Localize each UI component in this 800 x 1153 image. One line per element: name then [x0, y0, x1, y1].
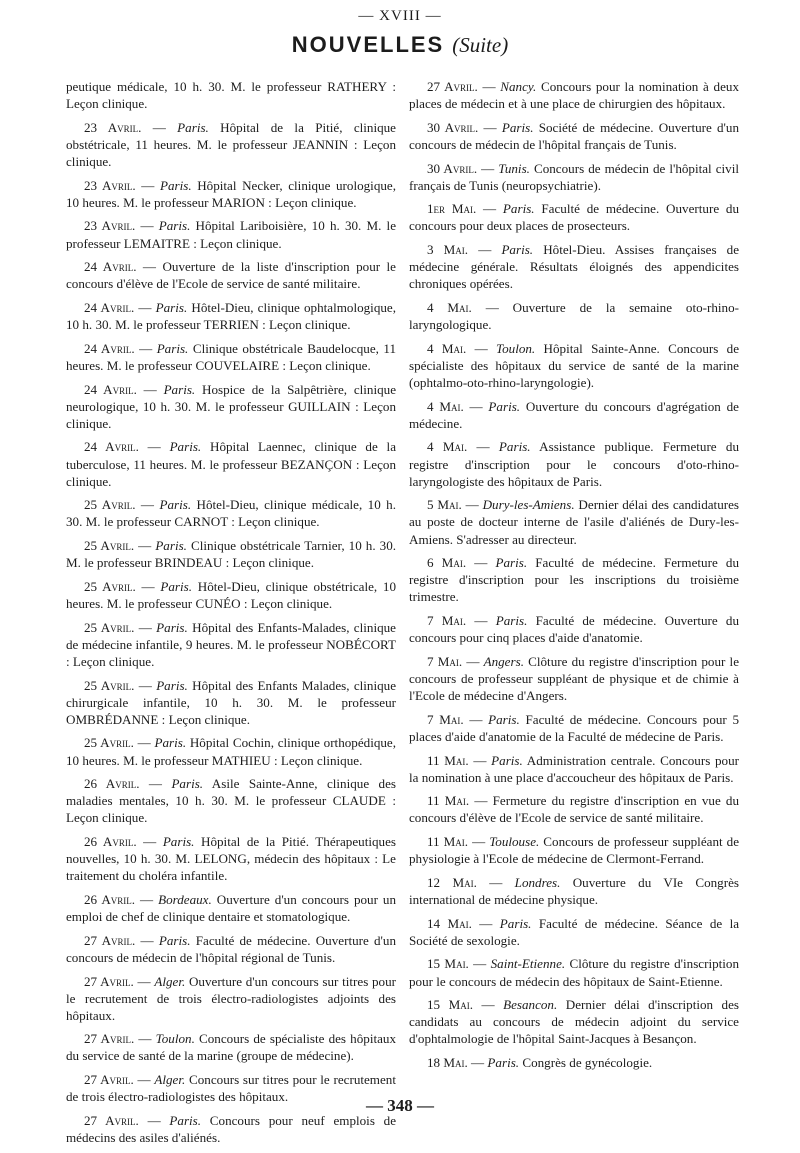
entry-text: Clinique obstétricale Baudelocque, 11 heures. M. le professeur COUVELAIRE : Leçon clinique.: [66, 340, 397, 373]
entry-date: 12 Mai.: [427, 874, 477, 890]
entry-dash: —: [473, 997, 504, 1013]
entry-dash: —: [477, 160, 499, 176]
entry-place: Toulon.: [155, 1031, 195, 1047]
entry-date: 26 Avril.: [84, 834, 137, 850]
entry-place: Paris.: [487, 1055, 520, 1071]
news-entry: [409, 711, 739, 745]
entry-date: 24 Avril.: [84, 340, 135, 356]
entry-dash: —: [136, 834, 163, 850]
entry-place: Toulon.: [496, 340, 536, 356]
news-entry: [66, 78, 396, 112]
news-entry: [409, 241, 739, 292]
entry-date: 24 Avril.: [84, 300, 135, 315]
entry-dash: —: [476, 201, 503, 217]
news-entry: [409, 78, 739, 112]
entry-dash: —: [134, 300, 156, 315]
news-entry: [66, 299, 396, 333]
entry-date: 27 Avril.: [84, 1031, 135, 1047]
entry-date: 23 Avril.: [84, 177, 136, 193]
entry-place: Paris.: [158, 218, 191, 234]
entry-date: 26 Avril.: [84, 776, 140, 792]
entry-place: Saint-Etienne.: [490, 956, 566, 972]
news-entry: [66, 537, 396, 571]
news-entry: [66, 578, 396, 612]
entry-date: 27 Avril.: [84, 973, 134, 989]
entry-dash: —: [136, 259, 163, 275]
entry-dash: —: [136, 381, 164, 397]
news-entry: [409, 160, 739, 194]
entry-dash: —: [463, 711, 489, 727]
entry-date: 25 Avril.: [84, 497, 136, 513]
news-entry: [66, 177, 396, 211]
entry-text: Asile Sainte-Anne, clinique des maladies mentales, 10 h. 30. M. le professeur CLAUDE : Leçon clinique.: [66, 776, 397, 826]
entry-dash: —: [139, 776, 172, 792]
entry-date: 24 Avril.: [84, 381, 137, 397]
entry-date: 11 Mai.: [427, 834, 469, 850]
entry-date: 25 Avril.: [84, 578, 136, 594]
entry-date: 24 Avril.: [84, 439, 139, 455]
entry-date: 23 Avril.: [84, 218, 136, 234]
title-subtitle: (Suite): [452, 33, 509, 57]
news-entry: [409, 119, 739, 153]
entry-date: 27 Avril.: [84, 1112, 139, 1128]
entry-date: 7 Mai.: [427, 711, 464, 727]
entry-date: 14 Mai.: [427, 915, 472, 931]
entry-text: Hôpital Necker, clinique urologique, 10 heures. M. le professeur MARION : Leçon clinique.: [66, 177, 397, 210]
entry-place: Paris.: [501, 242, 534, 258]
entry-text: Hôpital des Enfants-Malades, clinique de médecine infantile, 9 heures. M. le professeur NOBÉCORT : Leçon clinique.: [66, 619, 396, 669]
entry-text: Ouverture d'un concours sur titres pour le recrutement de trois électro-radiologistes adjoints des hôpitaux.: [66, 973, 397, 1023]
entry-place: Bordeaux.: [158, 891, 212, 907]
entry-date: 4 Mai.: [427, 340, 467, 356]
entry-text: Dernier délai des candidatures au poste de docteur interne de l'asile d'aliénés de Dury-les-Amiens. S'adresser au directeur.: [409, 497, 740, 547]
news-entry: [66, 677, 396, 728]
entry-place: Paris.: [169, 439, 202, 455]
entry-text: Clinique obstétricale Tarnier, 10 h. 30. M. le professeur BRINDEAU : Leçon clinique.: [66, 538, 397, 571]
entry-dash: —: [133, 1072, 155, 1088]
entry-date: 30 Avril.: [427, 160, 478, 176]
title-main: NOUVELLES: [291, 32, 445, 57]
entry-text: Ouverture du concours d'agrégation de médecine.: [409, 398, 739, 431]
left-column: [66, 78, 396, 1153]
entry-dash: —: [134, 677, 157, 693]
entry-text: Hôtel-Dieu, clinique médicale, 10 h. 30. M. le professeur CARNOT : Leçon clinique.: [66, 497, 396, 530]
entry-place: Paris.: [495, 613, 528, 629]
entry-dash: —: [138, 1112, 170, 1128]
news-entry: [66, 258, 396, 292]
entry-text: Concours pour neuf emplois de médecins des asiles d'aliénés.: [66, 1112, 396, 1146]
news-entry: [66, 734, 396, 768]
news-entry: [66, 1030, 396, 1064]
news-entry: [66, 1112, 396, 1146]
entry-date: 25 Avril.: [84, 538, 135, 554]
entry-date: 1er Mai.: [427, 201, 477, 217]
news-entry: [409, 299, 739, 333]
entry-dash: —: [141, 119, 178, 135]
news-entry: [66, 833, 396, 884]
entry-dash: —: [134, 538, 156, 554]
entry-date: 30 Avril.: [427, 119, 479, 135]
entry-text: Hôpital Laennec, clinique de la tuberculose, 11 heures. M. le professeur BEZANÇON : Leçon clinique.: [66, 439, 397, 489]
entry-text: Administration centrale. Concours pour la nomination à une place d'accoucheur des hôpitaux de Paris.: [409, 752, 739, 785]
news-entry: [66, 973, 396, 1024]
news-entry: [66, 496, 396, 530]
entry-dash: —: [466, 613, 496, 629]
page-number: — 348 —: [366, 1096, 434, 1115]
entry-dash: —: [477, 79, 501, 94]
entry-date: 11 Mai.: [427, 752, 469, 768]
news-entry: [409, 200, 739, 234]
entry-text: Hôpital de la Pitié, clinique obstétricale, 11 heures. M. le professeur JEANNIN : Leçon clinique.: [66, 119, 396, 169]
news-entry: [66, 775, 396, 826]
news-entry: [66, 932, 396, 966]
entry-text: Faculté de médecine. Séance de la Société de sexologie.: [409, 915, 740, 948]
entry-text: Assistance publique. Fermeture du registre d'inscription pour le concours d'oto-rhino-laryngologiste des hôpitaux de Paris.: [409, 439, 739, 489]
news-entry: [409, 752, 739, 786]
entry-place: Paris.: [498, 439, 531, 455]
entry-place: Paris.: [488, 711, 520, 727]
entry-date: 23 Avril.: [84, 119, 142, 135]
entry-dash: —: [134, 619, 157, 635]
entry-place: Angers.: [483, 653, 524, 669]
entry-place: Paris.: [177, 119, 209, 135]
news-entry: [66, 438, 396, 489]
entry-text: Concours de professeur suppléant de physiologie à l'Ecole de médecine de Clermont-Ferrand.: [409, 834, 740, 867]
entry-dash: —: [478, 119, 502, 135]
entry-place: Paris.: [156, 340, 189, 356]
entry-dash: —: [466, 555, 496, 571]
entry-place: Paris.: [163, 381, 196, 397]
news-entry: [409, 874, 739, 908]
entry-dash: —: [135, 497, 160, 513]
news-entry: [409, 554, 739, 605]
news-entry: [409, 653, 739, 704]
entry-dash: —: [466, 340, 497, 356]
entry-place: Paris.: [162, 834, 195, 850]
entry-place: Tunis.: [498, 160, 530, 176]
entry-dash: —: [134, 340, 157, 356]
entry-text: Société de médecine. Ouverture d'un concours de médecin de l'hôpital français de Tunis.: [409, 119, 740, 152]
entry-date: 3 Mai.: [427, 242, 469, 258]
entry-text: Ouverture de la semaine oto-rhino-laryngologique.: [409, 300, 739, 333]
news-entry: [409, 340, 739, 391]
entry-text: Ouverture d'un concours pour un emploi de chef de clinique dentaire et stomatologique.: [66, 891, 397, 925]
entry-text: Faculté de médecine. Concours pour 5 places d'aide d'anatomie de la Faculté de médecine de Paris.: [409, 711, 740, 744]
news-entry: [409, 496, 739, 547]
entry-dash: —: [135, 932, 159, 948]
entry-date: 7 Mai.: [427, 653, 463, 669]
news-entry: [409, 915, 739, 949]
entry-date: 18 Mai.: [427, 1055, 468, 1071]
entry-dash: —: [138, 439, 170, 455]
news-entry: [409, 792, 739, 826]
news-entry: [66, 119, 396, 170]
entry-date: 24 Avril.: [84, 259, 137, 275]
entry-place: Paris.: [160, 578, 193, 594]
entry-place: Paris.: [488, 398, 521, 414]
entry-text: Ouverture du VIe Congrès international de médecine physique.: [409, 874, 739, 907]
entry-dash: —: [133, 973, 155, 989]
entry-dash: —: [471, 300, 513, 315]
entry-dash: —: [467, 1055, 488, 1071]
entry-text: Congrès de gynécologie.: [519, 1055, 653, 1071]
entry-text: Ouverture de la liste d'inscription pour le concours d'élève de l'Ecole de service de santé militaire.: [66, 259, 396, 292]
entry-dash: —: [133, 735, 155, 751]
entry-date: 27 Avril.: [84, 932, 136, 948]
entry-text: Clôture du registre d'inscription pour le concours de professeur suppléant de physique et de chimie à l'Ecole de médecine d'Angers.: [409, 653, 740, 704]
entry-date: 4 Mai.: [427, 439, 468, 455]
entry-place: Alger.: [154, 1072, 186, 1088]
entry-place: Paris.: [495, 555, 528, 571]
entry-text: Dernier délai d'inscription des candidats au concours de médecin adjoint du service d'ophtalmologie de l'hôpital Saint-Jacques à Besançon.: [409, 997, 740, 1047]
entry-date: 25 Avril.: [84, 677, 135, 693]
roman-page-number: — XVIII —: [358, 8, 442, 24]
news-entry: [409, 955, 739, 989]
entry-date: 5 Mai.: [427, 497, 462, 513]
entry-text: Concours pour la nomination à deux places de médecin et à une place de chirurgien des hôpitaux.: [409, 79, 739, 112]
entry-text: Faculté de médecine. Ouverture d'un concours de médecin de l'hôpital régional de Tunis.: [66, 932, 397, 965]
entry-place: Paris.: [156, 619, 188, 635]
news-entry: [409, 398, 739, 432]
entry-dash: —: [135, 891, 159, 907]
entry-dash: —: [461, 497, 483, 513]
entry-text: Hôtel-Dieu, clinique obstétricale, 10 heures. M. le professeur CUNÉO : Leçon clinique.: [66, 578, 396, 611]
entry-date: 4 Mai.: [427, 300, 472, 315]
news-entry: [409, 438, 739, 489]
news-entry: [66, 340, 396, 374]
entry-date: 25 Avril.: [84, 619, 135, 635]
entry-dash: —: [468, 752, 492, 768]
entry-place: Toulouse.: [489, 834, 540, 850]
entry-place: Paris.: [158, 932, 191, 948]
entry-date: 11 Mai.: [427, 793, 470, 809]
entry-place: Besancon.: [503, 997, 558, 1013]
entry-text: Concours de spécialiste des hôpitaux du service de santé de la marine (groupe de médecine).: [66, 1031, 396, 1064]
entry-place: Paris.: [155, 538, 187, 554]
entry-date: 15 Mai.: [427, 997, 473, 1013]
entry-date: 25 Avril.: [84, 735, 134, 751]
entry-place: Paris.: [154, 735, 187, 751]
entry-place: Paris.: [169, 1112, 202, 1128]
entry-place: Nancy.: [500, 79, 537, 94]
entry-text: Faculté de médecine. Ouverture du concours pour deux places de prosecteurs.: [409, 201, 740, 234]
entry-text: Hôpital de la Pitié. Thérapeutiques nouvelles, 10 h. 30. M. LELONG, médecin des hôpitaux : Le traitement du choléra infantile.: [66, 834, 396, 884]
news-entry: [409, 996, 739, 1047]
entry-text: peutique médicale, 10 h. 30. M. le professeur RATHERY : Leçon clinique.: [66, 79, 396, 112]
entry-dash: —: [135, 218, 159, 234]
entry-dash: —: [471, 915, 500, 931]
entry-dash: —: [468, 242, 502, 258]
entry-date: 27 Avril.: [427, 79, 478, 94]
entry-date: 4 Mai.: [427, 398, 464, 414]
entry-place: Londres.: [514, 874, 561, 890]
entry-place: Paris.: [491, 752, 523, 768]
entry-text: Hôtel-Dieu. Assises françaises de médecine générale. Résultats éloignés des appendicites chroniques opérées.: [409, 242, 740, 292]
entry-place: Alger.: [154, 973, 186, 989]
entry-date: 6 Mai.: [427, 555, 467, 571]
entry-place: Dury-les-Amiens.: [482, 497, 575, 513]
news-entry: [409, 833, 739, 867]
entry-date: 27 Avril.: [84, 1072, 134, 1088]
news-entry: [66, 891, 396, 925]
entry-dash: —: [469, 793, 493, 809]
entry-text: Hôpital des Enfants Malades, clinique chirurgicale infantile, 10 h. 30. M. le professeur OMBRÉDANNE : Leçon clinique.: [66, 677, 397, 727]
entry-place: Paris.: [499, 915, 532, 931]
news-entry: [66, 217, 396, 251]
entry-text: Clôture du registre d'inscription pour le concours de médecin des hôpitaux de Saint-Etienne.: [409, 956, 740, 989]
entry-dash: —: [463, 398, 489, 414]
entry-dash: —: [468, 956, 491, 972]
entry-text: Fermeture du registre d'inscription en vue du concours d'élève de l'Ecole de service de santé militaire.: [409, 793, 740, 826]
entry-dash: —: [468, 834, 490, 850]
entry-dash: —: [476, 874, 515, 890]
page-title: [0, 32, 800, 58]
entry-place: Paris.: [159, 497, 192, 513]
news-entry: [66, 619, 396, 670]
entry-place: Paris.: [501, 119, 534, 135]
entry-dash: —: [134, 1031, 156, 1047]
entry-text: Faculté de médecine. Fermeture du registre d'inscription pour les inscriptions du troisième trimestre.: [409, 555, 739, 605]
entry-text: Concours sur titres pour le recrutement de trois électro-radiologistes des hôpitaux.: [66, 1072, 396, 1105]
entry-date: 15 Mai.: [427, 956, 469, 972]
entry-text: Faculté de médecine. Ouverture du concours pour cinq places d'aide d'anatomie.: [409, 613, 740, 646]
news-entry: [66, 381, 396, 432]
entry-text: Hospice de la Salpêtrière, clinique neurologique, 10 h. 30. M. le professeur GUILLAIN : Leçon clinique.: [66, 381, 397, 431]
entry-text: Hôpital Cochin, clinique orthopédique, 10 heures. M. le professeur MATHIEU : Leçon clinique.: [66, 735, 397, 768]
entry-place: Paris.: [155, 300, 188, 315]
entry-place: Paris.: [156, 677, 188, 693]
entry-dash: —: [467, 439, 499, 455]
entry-text: Concours de médecin de l'hôpital civil français de Tunis (neuropsychiatrie).: [409, 160, 739, 193]
entry-date: 7 Mai.: [427, 613, 467, 629]
entry-dash: —: [135, 578, 161, 594]
entry-place: Paris.: [159, 177, 192, 193]
news-entry: [409, 612, 739, 646]
entry-place: Paris.: [502, 201, 535, 217]
entry-dash: —: [135, 177, 160, 193]
entry-text: Hôpital Lariboisière, 10 h. 30. M. le professeur LEMAITRE : Leçon clinique.: [66, 218, 397, 251]
entry-text: Hôtel-Dieu, clinique ophtalmologique, 10 h. 30. M. le professeur TERRIEN : Leçon clinique.: [66, 300, 397, 333]
entry-text: Hôpital Sainte-Anne. Concours de spécialiste des hôpitaux du service de santé de la marine (ophtalmo-oto-rhino-laryngologie).: [409, 340, 740, 390]
entry-place: Paris.: [171, 776, 204, 792]
entry-date: 26 Avril.: [84, 891, 136, 907]
right-column: [409, 78, 739, 1078]
entry-dash: —: [462, 653, 484, 669]
news-entry: [409, 1054, 739, 1071]
